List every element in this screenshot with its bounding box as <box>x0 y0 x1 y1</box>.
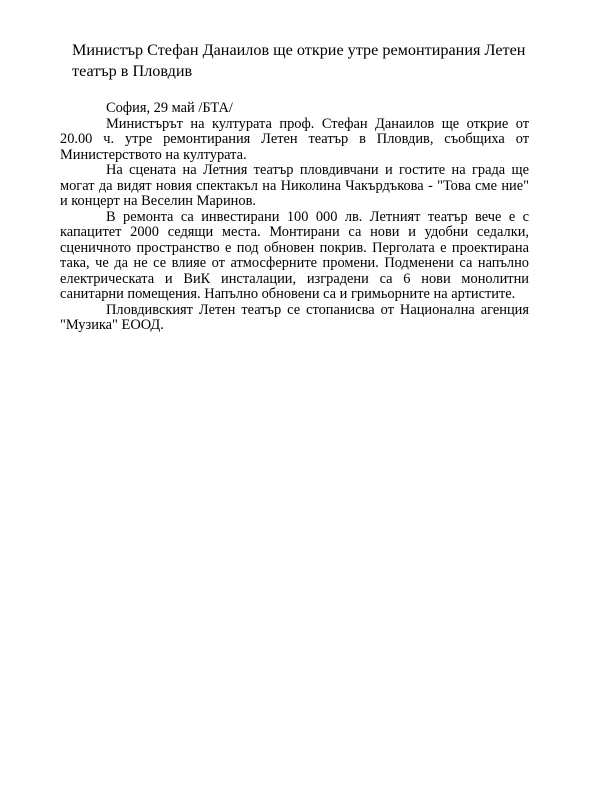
paragraph-management: Пловдивският Летен театър се стопанисва от Национална агенция "Музика" ЕООД. <box>60 301 529 333</box>
paragraph-minister: Министърът на културата проф. Стефан Данаилов ще открие от 20.00 ч. утре ремонтирания Летен театър в Пловдив, съобщиха от Министерството на културата. <box>60 115 529 163</box>
paragraph-renovation: В ремонта са инвестирани 100 000 лв. Летният театър вече е с капацитет 2000 седящи места. Монтирани са нови и удобни седалки, сценичното пространство е под обновен покрив. Перголата е проектирана така, че да не се влияе от атмосферните промени. Подменени са напълно електрическата и ВиК инсталации, изградени са 6 нови монолитни санитарни помещения. Напълно обновени са и гримьорните на артистите. <box>60 208 529 302</box>
article-body <box>60 101 529 334</box>
paragraph-stage: На сцената на Летния театър пловдивчани и гостите на града ще могат да видят новия спектакъл на Николина Чакърдъкова - "Това сме ние" и концерт на Веселин Маринов. <box>60 162 529 209</box>
dateline: София, 29 май /БТА/ <box>106 100 233 116</box>
article-title: Министър Стефан Данаилов ще открие утре ремонтирания Летен театър в Пловдив <box>72 41 526 80</box>
